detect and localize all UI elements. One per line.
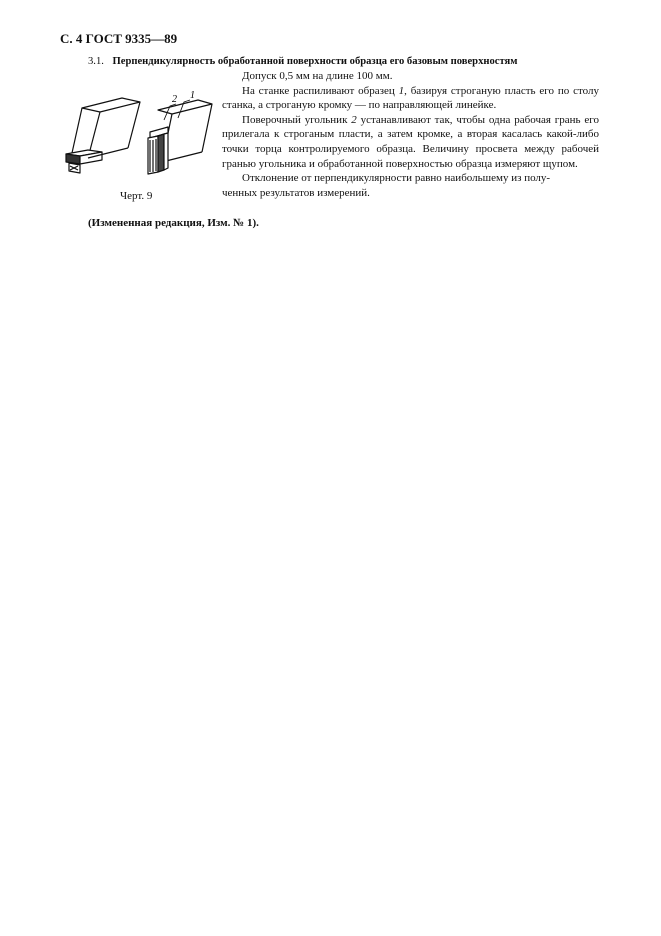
- page-header: С. 4 ГОСТ 9335—89: [60, 31, 178, 46]
- clause-number: 3.1.: [88, 56, 104, 67]
- ref-square-2: 2: [351, 113, 357, 126]
- callout-2: 2: [172, 94, 177, 105]
- body-text: [222, 69, 599, 200]
- ref-sample-1: 1: [398, 84, 405, 97]
- paragraph-sawing-a: На станке распиливают образец: [242, 84, 399, 97]
- amendment-note: (Измененная редакция, Изм. № 1).: [88, 217, 259, 229]
- paragraph-square-b: устанавливают так, чтобы одна рабочая грань его прилегала к строганым пласти, а затем кромке, а вторая касалась какой-либо точки торца контролируемого образца. Величину просвета между рабочей гранью угольника и обработанной поверхностью образца измеряют щупом.: [222, 113, 599, 170]
- callout-1: 1: [190, 90, 195, 101]
- paragraph-deviation: Отклонение от перпендикулярности равно наибольшему из полу-: [242, 172, 551, 185]
- figure-caption: Черт. 9: [120, 190, 153, 202]
- paragraph-sawing-b: , базируя строганую пласть его по столу станка, а строганую кромку — по направляющей линейке.: [222, 84, 599, 112]
- tolerance-line: Допуск 0,5 мм на длине 100 мм.: [242, 70, 393, 82]
- paragraph-sawing: [222, 84, 599, 113]
- clause-heading: [88, 56, 517, 67]
- paragraph-square: [222, 113, 599, 171]
- clause-title: Перпендикулярность обработанной поверхности образца его базовым поверхностям: [112, 56, 518, 67]
- paragraph-square-a: Поверочный угольник: [242, 113, 352, 126]
- paragraph-deviation-cont: ченных результатов измерений.: [222, 186, 370, 199]
